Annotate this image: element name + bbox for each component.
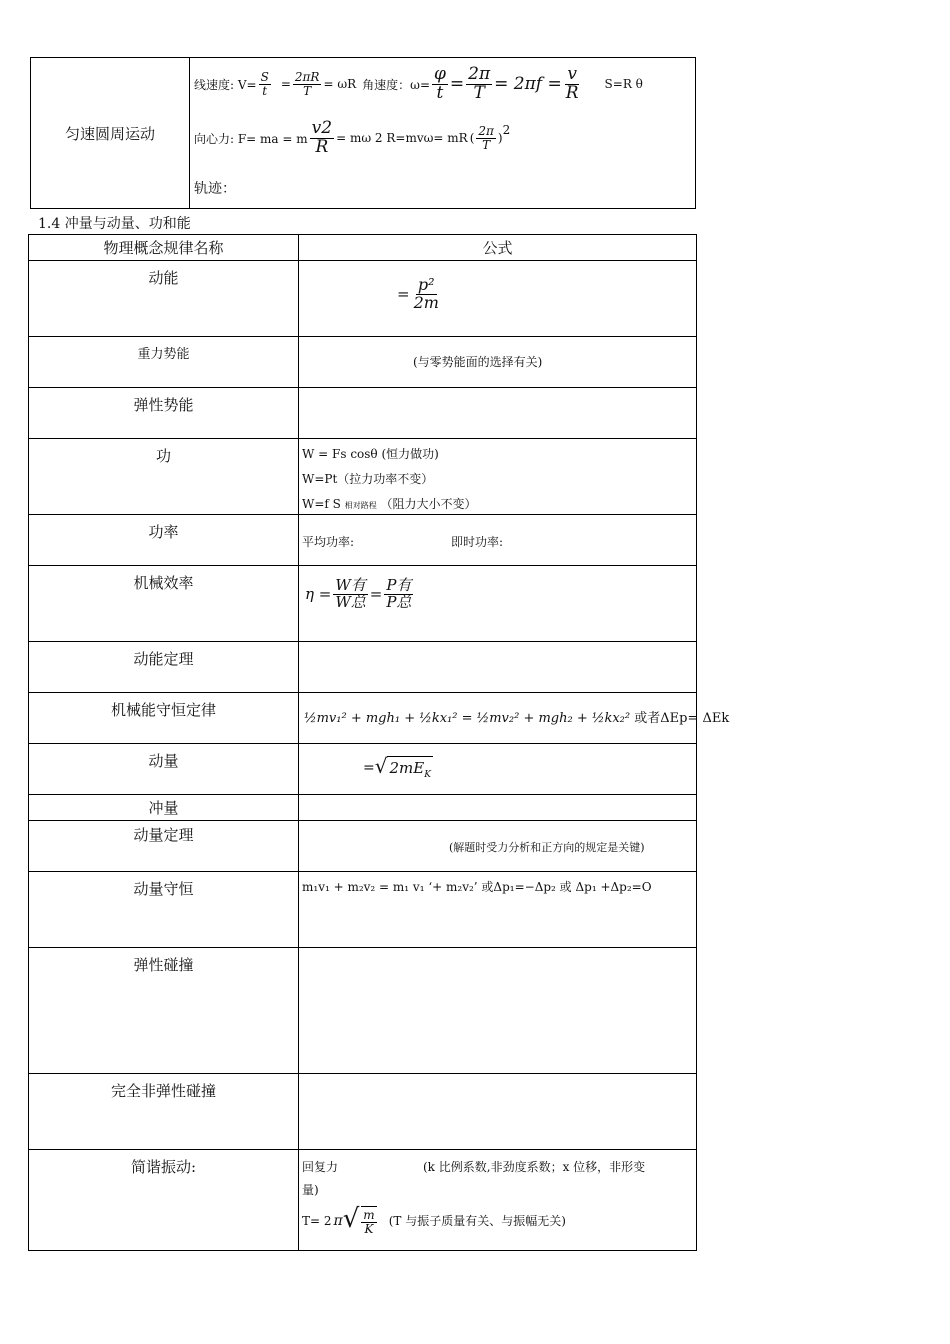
velocity-formula-line: 线速度: V= $\frac{S}{t}$ = $\frac{2\pi R}{T}$ = ωR 角速度：ω= $\frac{\varphi}{t}$ = $\frac{2\pi}{T}$ = 2πf = $\frac{v}{R}$ S=R θ [194,64,643,103]
row-name: 完全非弹性碰撞 [29,1074,299,1150]
table-row [29,566,697,642]
table-row [29,388,697,439]
row-name: 重力势能 [29,337,299,388]
row-name: 简谐振动: [29,1150,299,1251]
row-formula [299,388,697,439]
circular-motion-table [30,57,696,209]
table-row [29,439,697,515]
table-header-row [29,235,697,261]
centripetal-force-line: 向心力: F= ma = m $\frac{v2}{R}$ = mω 2 R=mvω= mR ( $\frac{2\pi}{T}$ ) $^2$ [194,118,511,157]
row-formula: (与零势能面的选择有关) [299,337,697,388]
row-name: 弹性势能 [29,388,299,439]
circular-motion-formulas [190,58,695,208]
table-row [29,872,697,948]
row-formula: 平均功率: 即时功率: [299,515,697,566]
row-formula: ½mv₁² + mgh₁ + ½kx₁² = ½mv₂² + mgh₂ + ½kx₂² 或者ΔEp= ΔEk [299,693,697,744]
table-row [29,642,697,693]
row-formula [299,948,697,1074]
row-name: 机械效率 [29,566,299,642]
row-formula [299,642,697,693]
row-name: 机械能守恒定律 [29,693,299,744]
table-row [29,261,697,337]
trajectory-line: 轨迹： [194,181,236,197]
section-title: 1.4 冲量与动量、功和能 [38,216,191,232]
row-name: 动量守恒 [29,872,299,948]
header-formula: 公式 [299,235,697,261]
row-name: 动能定理 [29,642,299,693]
row-formula [299,795,697,821]
row-name: 功 [29,439,299,515]
row-formula: = $\frac{\text{p²}}{2m}$ [299,261,697,337]
row-formula: η = $\frac{\text{W有}}{\text{W总}}$ = $\frac{\text{P有}}{\text{P总}}$ [299,566,697,642]
row-name: 动量定理 [29,821,299,872]
table-row [29,795,697,821]
table-row [29,821,697,872]
row-formula: 回复力 (k 比例系数,非劲度系数；x 位移，非形变 量) T= 2 π √ $\frac{m}{K}$ (T 与振子质量有关、与振幅无关) [299,1150,697,1251]
table-row [29,1150,697,1251]
table-row [29,744,697,795]
table-row [29,337,697,388]
table-row [29,515,697,566]
row-name: 动能 [29,261,299,337]
row-formula: m₁v₁ + m₂v₂ = m₁ v₁ ‘+ m₂v₂’ 或Δp₁=−Δp₂ 或 Δp₁ +Δp₂=O [299,872,697,948]
row-name: 功率 [29,515,299,566]
table-row [29,693,697,744]
row-formula: = √ $2mE_K$ [299,744,697,795]
circular-motion-label: 匀速圆周运动 [31,58,190,208]
row-name: 弹性碰撞 [29,948,299,1074]
table-row [29,1074,697,1150]
row-formula: (解题时受力分析和正方向的规定是关键) [299,821,697,872]
row-formula: W = Fs cosθ (恒力做功) W=Pt（拉力功率不变） W=f S 相对路程 （阻力大小不变） [299,439,697,515]
row-name: 动量 [29,744,299,795]
row-name: 冲量 [29,795,299,821]
formula-table [28,234,730,1251]
header-name: 物理概念规律名称 [29,235,299,261]
table-row [29,948,697,1074]
row-formula [299,1074,697,1150]
